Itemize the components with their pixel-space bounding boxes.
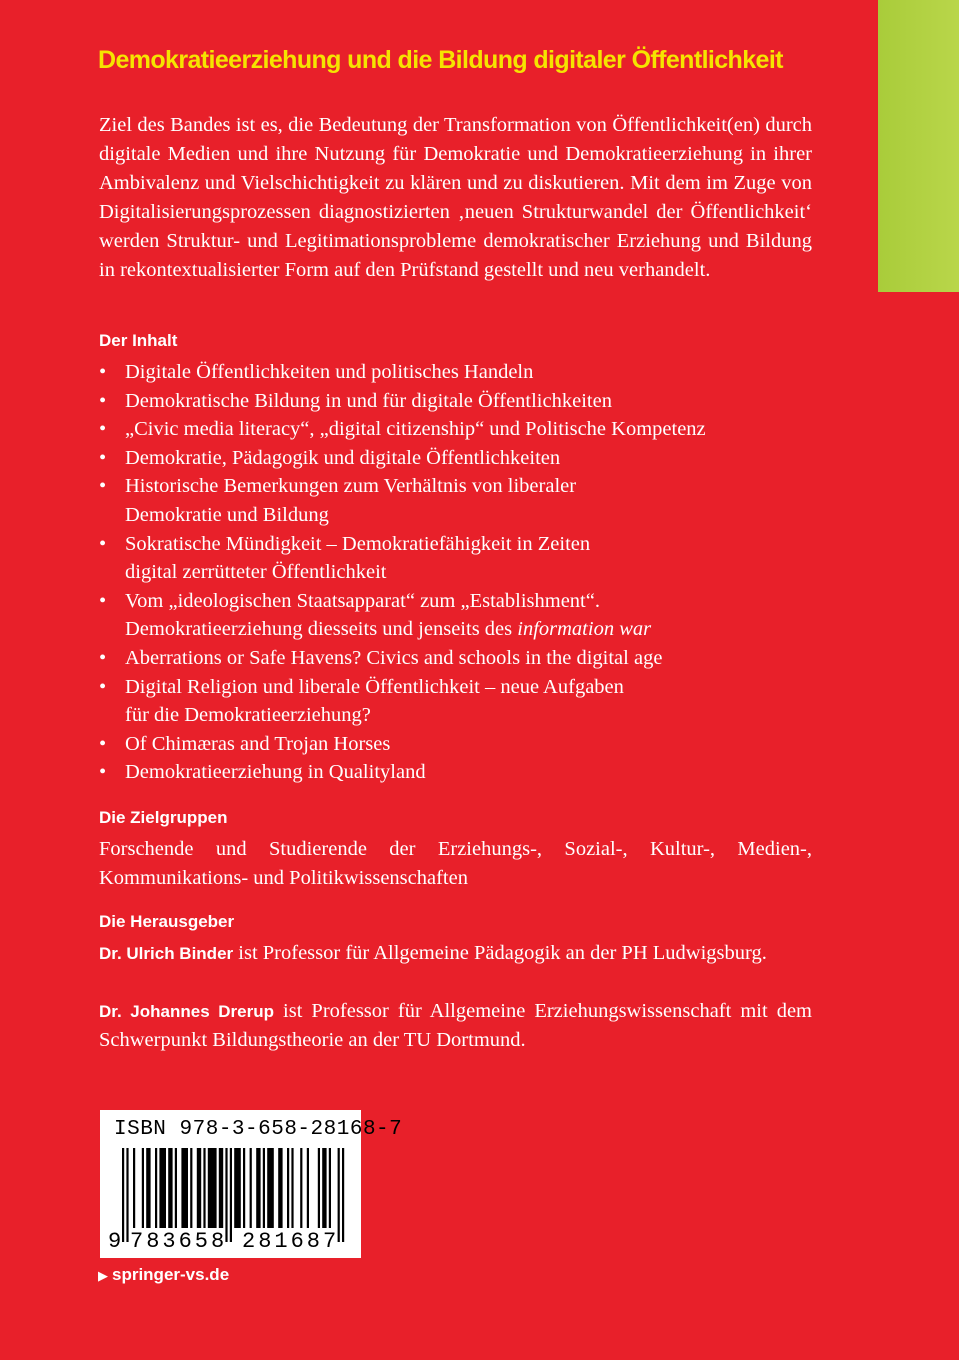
- barcode-bar: [225, 1148, 227, 1242]
- barcode-bar: [126, 1148, 128, 1242]
- barcode-bar: [190, 1148, 192, 1228]
- barcode-bar: [219, 1148, 223, 1228]
- contents-item: [99, 730, 819, 759]
- barcode-bar: [208, 1148, 217, 1228]
- contents-heading: Der Inhalt: [99, 331, 178, 350]
- barcode-bar: [175, 1148, 177, 1228]
- contents-item-line: Demokratieerziehung diesseits und jenseits des information war: [125, 618, 652, 641]
- editor-binder-name: Dr. Ulrich Binder: [99, 944, 234, 963]
- barcode-bar: [155, 1148, 157, 1228]
- contents-list: [99, 358, 819, 787]
- barcode-group-right: 281687: [242, 1229, 340, 1254]
- barcode-bar: [287, 1148, 289, 1228]
- contents-item-line: Demokratie und Bildung: [125, 503, 329, 526]
- contents-item-line: Of Chimæras and Trojan Horses: [125, 732, 391, 755]
- contents-item-line: digital zerrütteter Öffentlichkeit: [125, 561, 387, 584]
- barcode-bar: [230, 1148, 232, 1242]
- website-label: springer-vs.de: [112, 1265, 230, 1284]
- contents-item: [99, 587, 819, 644]
- isbn-label: ISBN 978-3-658-28168-7: [114, 1118, 403, 1141]
- book-title: Demokratieerziehung und die Bildung digitaler Öffentlichkeit: [98, 46, 783, 74]
- barcode-bar: [197, 1148, 201, 1228]
- contents-item-line: Digital Religion und liberale Öffentlichkeit – neue Aufgaben: [125, 675, 624, 698]
- barcode-group-left: 783658: [130, 1229, 228, 1254]
- contents-item-line: Sokratische Mündigkeit – Demokratiefähigkeit in Zeiten: [125, 532, 591, 555]
- barcode-bar: [142, 1148, 144, 1228]
- bullet-icon: •: [99, 446, 107, 469]
- contents-item-line: Demokratie, Pädagogik und digitale Öffentlichkeiten: [125, 446, 561, 469]
- contents-item-line: Demokratieerziehung in Qualityland: [125, 761, 426, 784]
- barcode-bar: [181, 1148, 188, 1228]
- contents-item: [99, 758, 819, 787]
- editor-drerup: [99, 997, 812, 1055]
- bullet-icon: •: [99, 475, 107, 498]
- contents-item-line: Demokratische Bildung in und für digitale Öffentlichkeiten: [125, 389, 612, 412]
- editor-drerup-description: ist Professor für Allgemeine Erziehungswissenschaft mit dem Schwerpunkt Bildungstheorie an der TU Dortmund.: [99, 1000, 812, 1051]
- editors-heading: Die Herausgeber: [99, 912, 235, 931]
- contents-item: [99, 358, 819, 387]
- barcode-bar: [307, 1148, 309, 1228]
- contents-item: [99, 530, 819, 587]
- barcode-bar: [300, 1148, 302, 1228]
- contents-item-line: Historische Bemerkungen zum Verhältnis von liberaler: [125, 475, 577, 498]
- contents-item: [99, 444, 819, 473]
- bullet-icon: •: [99, 532, 107, 555]
- barcode-bar: [278, 1148, 282, 1228]
- bullet-icon: •: [99, 361, 107, 383]
- contents-item-line: Digitale Öffentlichkeiten und politisches Handeln: [125, 361, 534, 383]
- contents-item-line: Vom „ideologischen Staatsapparat“ zum „Establishment“.: [125, 589, 600, 612]
- contents-item-line: Aberrations or Safe Havens? Civics and schools in the digital age: [125, 646, 663, 669]
- barcode-bar: [322, 1148, 326, 1228]
- barcode-bar: [263, 1148, 265, 1228]
- barcode-bar: [256, 1148, 260, 1228]
- barcode-first-digit: 9: [108, 1229, 122, 1254]
- barcode-bar: [146, 1148, 150, 1228]
- bullet-icon: •: [99, 732, 107, 755]
- publisher-website[interactable]: [98, 1265, 229, 1285]
- contents-item: [99, 644, 819, 673]
- barcode-bar: [122, 1148, 124, 1242]
- barcode-bar: [243, 1148, 245, 1228]
- intro-paragraph: Ziel des Bandes ist es, die Bedeutung der Transformation von Öffentlichkeit(en) durch digitale Medien und ihre Nutzung für Demokratie und Demokratieerziehung in ihrer Ambivalenz und Vielschichtigkeit zu klären und zu diskutieren. Mit dem im Zuge von Digitalisierungsprozessen diagnostizierten ‚neuen Strukturwandel der Öffentlichkeit‘ werden Struktur- und Legitimationsprobleme demokratischer Erziehung und Bildung in rekontextualisierter Form auf den Prüfstand gestellt und neu verhandelt.: [99, 114, 812, 281]
- editor-drerup-name: Dr. Johannes Drerup: [99, 1002, 275, 1021]
- isbn-barcode: [100, 1110, 403, 1258]
- barcode-bar: [329, 1148, 331, 1228]
- contents-item: [99, 673, 819, 730]
- contents-item: [99, 387, 819, 416]
- barcode-bar: [159, 1148, 166, 1228]
- barcode-bar: [342, 1148, 344, 1242]
- barcode-bar: [291, 1148, 293, 1228]
- barcode-bar: [168, 1148, 172, 1228]
- contents-item: [99, 415, 819, 444]
- bullet-icon: •: [99, 418, 107, 441]
- bullet-icon: •: [99, 646, 107, 669]
- bullet-icon: •: [99, 675, 107, 698]
- barcode-bar: [338, 1148, 340, 1242]
- editor-binder-description: ist Professor für Allgemeine Pädagogik an der PH Ludwigsburg.: [233, 942, 767, 964]
- editor-binder: [99, 939, 812, 968]
- arrow-right-icon: ▶: [98, 1268, 108, 1283]
- bullet-icon: •: [99, 389, 107, 412]
- green-side-strip: [878, 0, 959, 292]
- barcode-bar: [203, 1148, 205, 1228]
- contents-item: [99, 472, 819, 529]
- barcode-bar: [234, 1148, 241, 1228]
- barcode-bar: [250, 1148, 252, 1228]
- bullet-icon: •: [99, 589, 107, 612]
- target-groups-text: Forschende und Studierende der Erziehungs-, Sozial-, Kultur-, Medien-, Kommunikations- und Politikwissenschaften: [99, 838, 812, 889]
- barcode-bar: [133, 1148, 135, 1228]
- contents-item-emphasis: information war: [517, 618, 652, 641]
- contents-item-line: „Civic media literacy“, „digital citizenship“ und Politische Kompetenz: [125, 418, 706, 441]
- barcode-bar: [318, 1148, 320, 1228]
- target-groups-heading: Die Zielgruppen: [99, 808, 228, 827]
- contents-item-line: für die Demokratieerziehung?: [125, 704, 371, 727]
- barcode-bar: [267, 1148, 274, 1228]
- bullet-icon: •: [99, 761, 107, 784]
